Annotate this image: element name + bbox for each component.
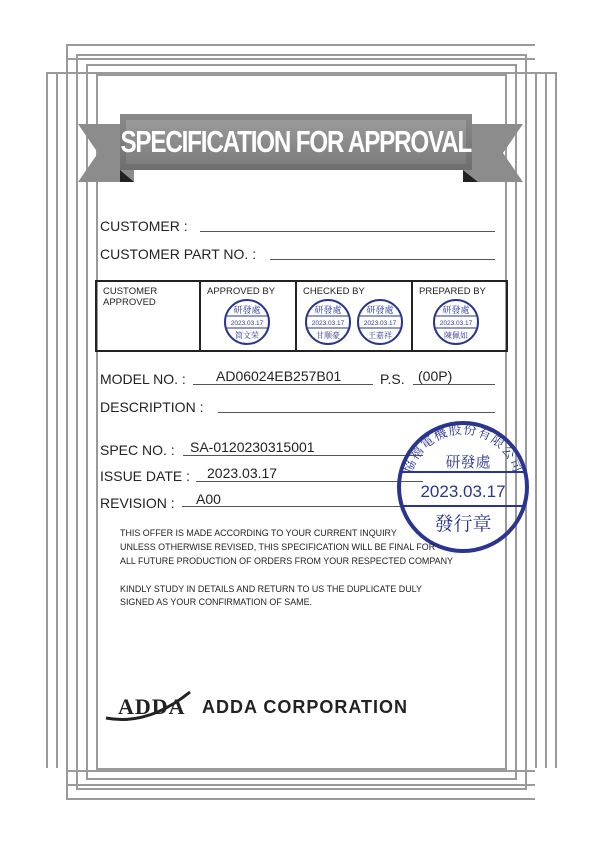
revision-value: A00 [196, 491, 221, 507]
issue-date-label: ISSUE DATE : [100, 468, 190, 484]
checked-stamp-2-dept: 研發處 [366, 306, 394, 316]
seal-company: 協禧電機股份有限公司 [400, 422, 526, 476]
header-checked-by: CHECKED BY [303, 286, 365, 297]
spec-label: SPEC NO. : [100, 442, 175, 458]
customer-part-label: CUSTOMER PART NO. : [100, 246, 257, 262]
header-prepared-by: PREPARED BY [419, 286, 486, 297]
banner-title: SPECIFICATION FOR APPROVAL [120, 124, 472, 159]
body-line-4: KINDLY STUDY IN DETAILS AND RETURN TO US THE DUPLICATE DULY [120, 584, 422, 595]
header-customer-approved: CUSTOMER APPROVED [103, 286, 158, 308]
adda-logo: ADDA [118, 694, 186, 719]
customer-label: CUSTOMER : [100, 218, 188, 234]
checked-stamp-1-date: 2023.03.17 [311, 320, 345, 327]
spec-value: SA-0120230315001 [190, 439, 315, 455]
customer-line[interactable] [200, 231, 495, 232]
prepared-stamp-date: 2023.03.17 [439, 320, 473, 327]
approved-stamp [223, 298, 271, 346]
checked-stamp-2 [356, 298, 404, 346]
model-value: AD06024EB257B01 [216, 368, 342, 384]
seal-bottom: 發行章 [434, 513, 492, 535]
description-line[interactable] [218, 412, 495, 413]
customer-part-line[interactable] [270, 259, 495, 260]
description-label: DESCRIPTION : [100, 399, 204, 415]
body-line-2: UNLESS OTHERWISE REVISED, THIS SPECIFICATION WILL BE FINAL FOR [120, 542, 436, 553]
spec-line [183, 455, 423, 456]
ps-line [413, 384, 495, 385]
checked-stamp-1-name: 甘顺豪 [316, 331, 340, 340]
issue-date-value: 2023.03.17 [207, 465, 278, 481]
prepared-stamp-name: 陳佩如 [444, 331, 468, 340]
banner-title-box [120, 120, 472, 164]
ps-value: (00P) [418, 368, 453, 384]
model-label: MODEL NO. : [100, 371, 186, 387]
seal-date: 2023.03.17 [420, 482, 506, 501]
checked-stamp-2-name: 王嘉祥 [368, 331, 392, 340]
body-line-3: ALL FUTURE PRODUCTION OF ORDERS FROM YOUR RESPECTED COMPANY [120, 556, 453, 567]
prepared-stamp [432, 298, 480, 346]
body-line-1: THIS OFFER IS MADE ACCORDING TO YOUR CURRENT INQUIRY [120, 528, 397, 539]
checked-stamp-1 [304, 298, 352, 346]
approved-stamp-dept: 研發處 [233, 306, 261, 316]
body-line-5: SIGNED AS YOUR CONFIRMATION OF SAME. [120, 597, 313, 608]
prepared-stamp-dept: 研發處 [442, 306, 470, 316]
checked-stamp-1-dept: 研發處 [314, 306, 342, 316]
checked-stamp-2-date: 2023.03.17 [363, 320, 397, 327]
header-approved-by: APPROVED BY [207, 286, 276, 297]
ps-label: P.S. [380, 371, 405, 387]
issue-seal [396, 420, 530, 554]
cell-customer-approved [97, 282, 201, 350]
company-name: ADDA CORPORATION [202, 697, 408, 717]
revision-label: REVISION : [100, 495, 175, 511]
issue-date-line [196, 481, 423, 482]
approved-stamp-name: 简文荣 [235, 331, 259, 340]
model-line [193, 384, 373, 385]
approved-stamp-date: 2023.03.17 [230, 320, 264, 327]
seal-dept: 研發處 [445, 453, 491, 471]
